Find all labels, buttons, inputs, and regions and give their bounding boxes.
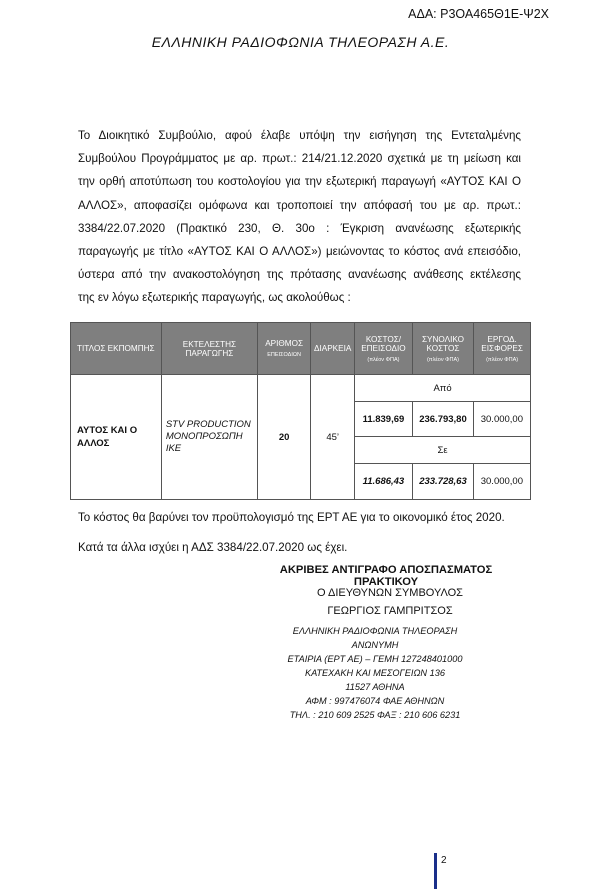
to-cost: 11.686,43 — [355, 464, 413, 500]
paragraph-line: την ορθή αποτύπωση του κοστολογίου για την εξωτερική παραγωγή «ΑΥΤΟΣ ΚΑΙ Ο — [78, 175, 521, 189]
header-contrib — [474, 323, 531, 375]
exact-copy-title: ΑΚΡΙΒΕΣ ΑΝΤΙΓΡΑΦΟ ΑΠΟΣΠΑΣΜΑΤΟΣ ΠΡΑΚΤΙΚΟΥ — [279, 564, 493, 588]
header-cost — [355, 323, 413, 375]
paragraph-line: 3384/22.07.2020 (Πρακτικό 230, Θ. 30ο : Έγκριση ανανέωσης εξωτερικής — [78, 221, 521, 235]
paragraph-line: Το Διοικητικό Συμβούλιο, αφού έλαβε υπόψη την εισήγηση της Εντεταλμένης — [78, 129, 521, 142]
header-contrib-sub: (πλέον ΦΠΑ) — [486, 356, 519, 363]
cell-episodes: 20 — [258, 375, 311, 500]
stamp-line: 11527 ΑΘΗΝΑ — [345, 682, 405, 692]
label-from: Από — [355, 375, 531, 402]
from-cost: 11.839,69 — [355, 402, 413, 437]
remain-text: Κατά τα άλλα ισχύει η ΑΔΣ 3384/22.07.2020 ως έχει. — [78, 541, 348, 554]
page-number: 2 — [441, 855, 447, 866]
to-contrib: 30.000,00 — [474, 464, 531, 500]
header-episodes-label: ΑΡΙΘΜΟΣ — [265, 339, 304, 348]
label-to: Σε — [355, 437, 531, 464]
decision-paragraph — [78, 124, 521, 310]
page-marker-bar — [434, 853, 437, 889]
to-total: 233.728,63 — [412, 464, 473, 500]
header-total-label: ΣΥΝΟΛΙΚΟ ΚΟΣΤΟΣ — [421, 334, 464, 353]
header-cost-label: ΚΟΣΤΟΣ/ ΕΠΕΙΣΟΔΙΟ — [361, 334, 406, 353]
table-header-row — [71, 323, 531, 375]
signatory-role: Ο ΔΙΕΥΘΥΝΩΝ ΣΥΜΒΟΥΛΟΣ — [316, 587, 463, 599]
signatory-name: ΓΕΩΡΓΙΟΣ ΓΑΜΠΡΙΤΣΟΣ — [327, 605, 453, 617]
organization-title: ΕΛΛΗΝΙΚΗ ΡΑΔΙΟΦΩΝΙΑ ΤΗΛΕΟΡΑΣΗ Α.Ε. — [151, 34, 450, 50]
ada-code: ΑΔΑ: Ρ3ΟΑ465Θ1Ε-Ψ2Χ — [408, 7, 549, 21]
stamp-line: ΕΤΑΙΡΙΑ (ΕΡΤ ΑΕ) – ΓΕΜΗ 127248401000 — [287, 654, 463, 664]
header-episodes-sub: ΕΠΕΙΣΟΔΙΩΝ — [267, 352, 301, 358]
paragraph-line: Συμβούλου Προγράμματος με αρ. πρωτ.: 214/21.12.2020 σχετικά με τη μείωση και — [78, 152, 521, 166]
from-contrib: 30.000,00 — [474, 402, 531, 437]
header-title: ΤΙΤΛΟΣ ΕΚΠΟΜΠΗΣ — [71, 323, 162, 375]
paragraph-line: παραγωγής με τίτλο «ΑΥΤΟΣ ΚΑΙ Ο ΑΛΛΟΣ») μειώνοντας το κόστος ανά επεισόδιο, — [78, 245, 521, 259]
header-cost-sub: (πλέον ΦΠΑ) — [367, 356, 400, 363]
header-total-sub: (πλέον ΦΠΑ) — [426, 356, 459, 363]
paragraph-line: ΑΛΛΟΣ», αποφασίζει ομόφωνα και τροποποιεί την απόφασή του με αρ. πρωτ.: — [78, 198, 521, 212]
company-stamp — [270, 624, 480, 722]
header-producer: ΕΚΤΕΛΕΣΤΗΣ ΠΑΡΑΓΩΓΗΣ — [161, 323, 257, 375]
budget-text: Το κόστος θα βαρύνει τον προϋπολογισμό της ΕΡΤ ΑΕ για το οικονομικό έτος 2020. — [78, 511, 505, 524]
paragraph-line: της εν λόγω εξωτερικής παραγωγής, ως ακολούθως : — [78, 291, 351, 305]
header-duration: ΔΙΑΡΚΕΙΑ — [311, 323, 355, 375]
stamp-line: ΕΛΛΗΝΙΚΗ ΡΑΔΙΟΦΩΝΙΑ ΤΗΛΕΟΡΑΣΗ ΑΝΩΝΥΜΗ — [292, 626, 458, 650]
from-total: 236.793,80 — [412, 402, 473, 437]
header-episodes — [258, 323, 311, 375]
stamp-line: ΑΦΜ : 997476074 ΦΑΕ ΑΘΗΝΩΝ — [305, 696, 445, 706]
stamp-line: ΚΑΤΕΧΑΚΗ ΚΑΙ ΜΕΣΟΓΕΙΩΝ 136 — [305, 668, 445, 678]
stamp-line: ΤΗΛ. : 210 609 2525 ΦΑΞ : 210 606 6231 — [289, 710, 461, 720]
cost-table — [70, 322, 531, 500]
table-row — [71, 375, 531, 402]
paragraph-line: ύστερα από την ανακοστολόγηση της πρότασης ανανέωσης ανάθεσης εκτέλεσης — [78, 268, 521, 282]
cell-duration: 45’ — [311, 375, 355, 500]
header-contrib-label: ΕΡΓΟΔ. ΕΙΣΦΟΡΕΣ — [481, 334, 523, 353]
header-total — [412, 323, 473, 375]
cell-title: ΑΥΤΟΣ ΚΑΙ Ο ΑΛΛΟΣ — [71, 375, 162, 500]
cell-producer: STV PRODUCTION ΜΟΝΟΠΡΟΣΩΠΗ ΙΚΕ — [161, 375, 257, 500]
